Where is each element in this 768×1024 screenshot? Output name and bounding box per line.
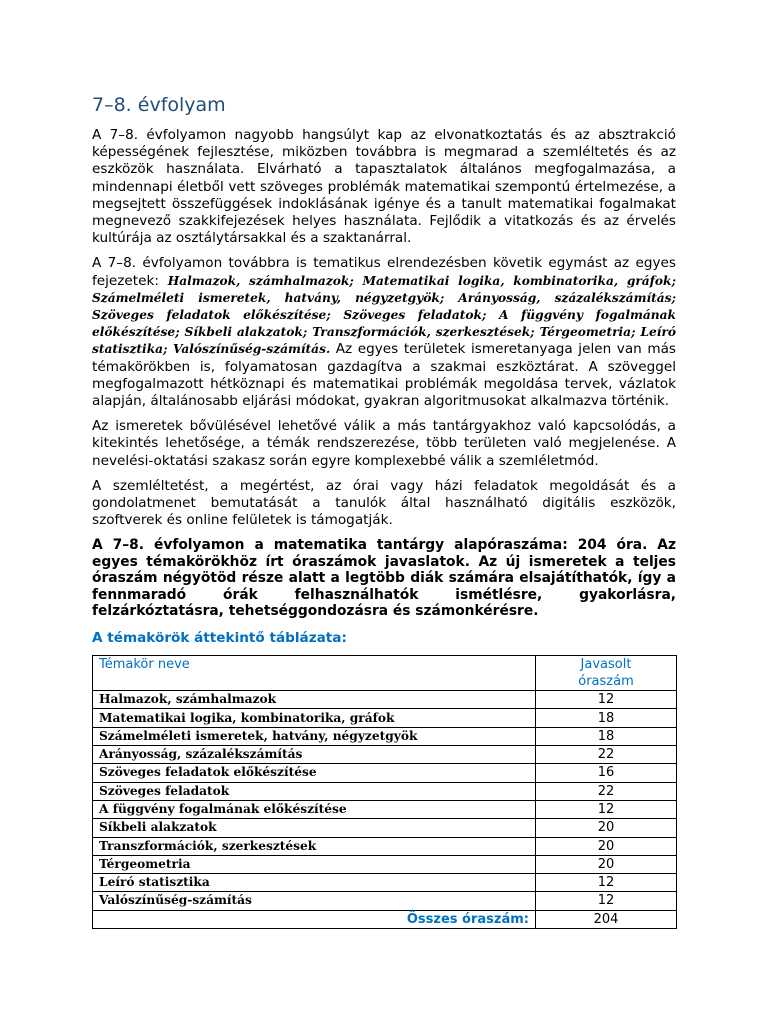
topic-hours: 20 — [536, 855, 677, 873]
topic-name: Matematikai logika, kombinatorika, gráfok — [93, 709, 536, 727]
table-row — [93, 837, 677, 855]
paragraph-topics-end: Az egyes területek ismeretanyaga jelen van más témakörökben is, folyamatosan gazdagítva a szakmai eszköztárat. A szöveggel megfogalmazott hétköznapi és matematikai problémák megoldása tervek, vázlatok alapján, általánosabb eljárási módokat, gyakran algoritmusokat alkalmazva történik. — [92, 341, 676, 410]
topic-list-inline: Halmazok, számhalmazok; Matematikai logika, kombinatorika, gráfok; Számelméleti ismeretek, hatvány, négyzetgyök; Arányosság, százalékszámítás; Szöveges feladatok előkészítése; Szöveges feladatok; A függvény fogalmának előkészítése; Síkbeli alakzatok; Transzformációk, szerkesztések; Térgeometria; Leíró statisztika; Valószínűség-számítás. — [92, 273, 676, 357]
total-hours: 204 — [536, 910, 677, 928]
table-row — [93, 800, 677, 818]
table-row — [93, 746, 677, 764]
topic-name: Térgeometria — [93, 855, 536, 873]
table-row — [93, 819, 677, 837]
topic-name: A függvény fogalmának előkészítése — [93, 800, 536, 818]
topic-hours: 20 — [536, 819, 677, 837]
topic-hours: 18 — [536, 709, 677, 727]
page-title: 7–8. évfolyam — [92, 94, 226, 116]
table-header-row — [93, 656, 677, 691]
header-hours-line2: óraszám — [578, 674, 634, 690]
topic-name: Arányosság, százalékszámítás — [93, 746, 536, 764]
header-topic-name: Témakör neve — [93, 656, 536, 691]
topic-name: Szöveges feladatok — [93, 782, 536, 800]
topic-hours: 18 — [536, 727, 677, 745]
topic-name: Számelméleti ismeretek, hatvány, négyzetgyök — [93, 727, 536, 745]
document-body — [92, 127, 676, 929]
topic-hours: 12 — [536, 691, 677, 709]
topic-name: Halmazok, számhalmazok — [93, 691, 536, 709]
topic-name: Transzformációk, szerkesztések — [93, 837, 536, 855]
table-total-row — [93, 910, 677, 928]
paragraph-connections: Az ismeretek bővülésével lehetővé válik a más tantárgyakhoz való kapcsolódás, a kitekintés lehetősége, a témák rendszerezése, több területen való megjelenése. A nevelési-oktatási szakasz során egyre komplexebbé válik a szemléletmód. — [92, 418, 676, 469]
paragraph-hours: A 7–8. évfolyamon a matematika tantárgy alapóraszáma: 204 óra. Az egyes témakörökhöz írt óraszámok javaslatok. Az új ismeretek a teljes óraszám négyötöd része alatt a legtöbb diák számára elsajátíthatók, így a fennmaradó órák felhasználhatók ismétlésre, gyakorlásra, felzárkóztatásra, tehetséggondozásra és számonkérésre. — [92, 537, 676, 620]
paragraph-digital-tools: A szemléltetést, a megértést, az órai vagy házi feladatok megoldását és a gondolatmenet bemutatását a tanulók által használható digitális eszközök, szoftverek és online felületek is támogatják. — [92, 477, 676, 529]
table-row — [93, 764, 677, 782]
topic-hours: 12 — [536, 892, 677, 910]
topic-hours: 20 — [536, 837, 677, 855]
table-row — [93, 691, 677, 709]
topic-hours: 12 — [536, 874, 677, 892]
header-hours — [536, 656, 677, 691]
total-label: Összes óraszám: — [93, 910, 536, 928]
topic-hours: 22 — [536, 746, 677, 764]
topic-hours: 16 — [536, 764, 677, 782]
table-row — [93, 855, 677, 873]
paragraph-topics-start: A 7–8. évfolyamon továbbra is tematikus elrendezésben követik egymást az egyes fejezetek: — [92, 255, 676, 289]
topic-name: Valószínűség-számítás — [93, 892, 536, 910]
table-row — [93, 892, 677, 910]
header-hours-line1: Javasolt — [580, 657, 632, 673]
table-row — [93, 782, 677, 800]
topic-hours: 12 — [536, 800, 677, 818]
table-row — [93, 727, 677, 745]
table-row — [93, 874, 677, 892]
table-row — [93, 709, 677, 727]
table-caption: A témakörök áttekintő táblázata: — [92, 629, 347, 646]
topic-hours: 22 — [536, 782, 677, 800]
topic-name: Szöveges feladatok előkészítése — [93, 764, 536, 782]
paragraph-intro: A 7–8. évfolyamon nagyobb hangsúlyt kap az elvonatkoztatás és az absztrakció képességének fejlesztése, miközben továbbra is megmarad a szemléltetés és az eszközök használata. Elvárható a tapasztalatok általános megfogalmazása, a mindennapi életből vett szöveges problémák matematikai szempontú értelmezése, a megsejtett összefüggések indoklásának igénye és a tanult matematikai fogalmakat megnevező szakkifejezések helyes használata. Fejlődik a vitatkozás és az érvelés kultúrája az osztálytársakkal és a szaktanárral. — [92, 127, 676, 247]
paragraph-topics — [92, 255, 676, 410]
topic-name: Leíró statisztika — [93, 874, 536, 892]
topic-name: Síkbeli alakzatok — [93, 819, 536, 837]
topics-table — [92, 655, 677, 929]
